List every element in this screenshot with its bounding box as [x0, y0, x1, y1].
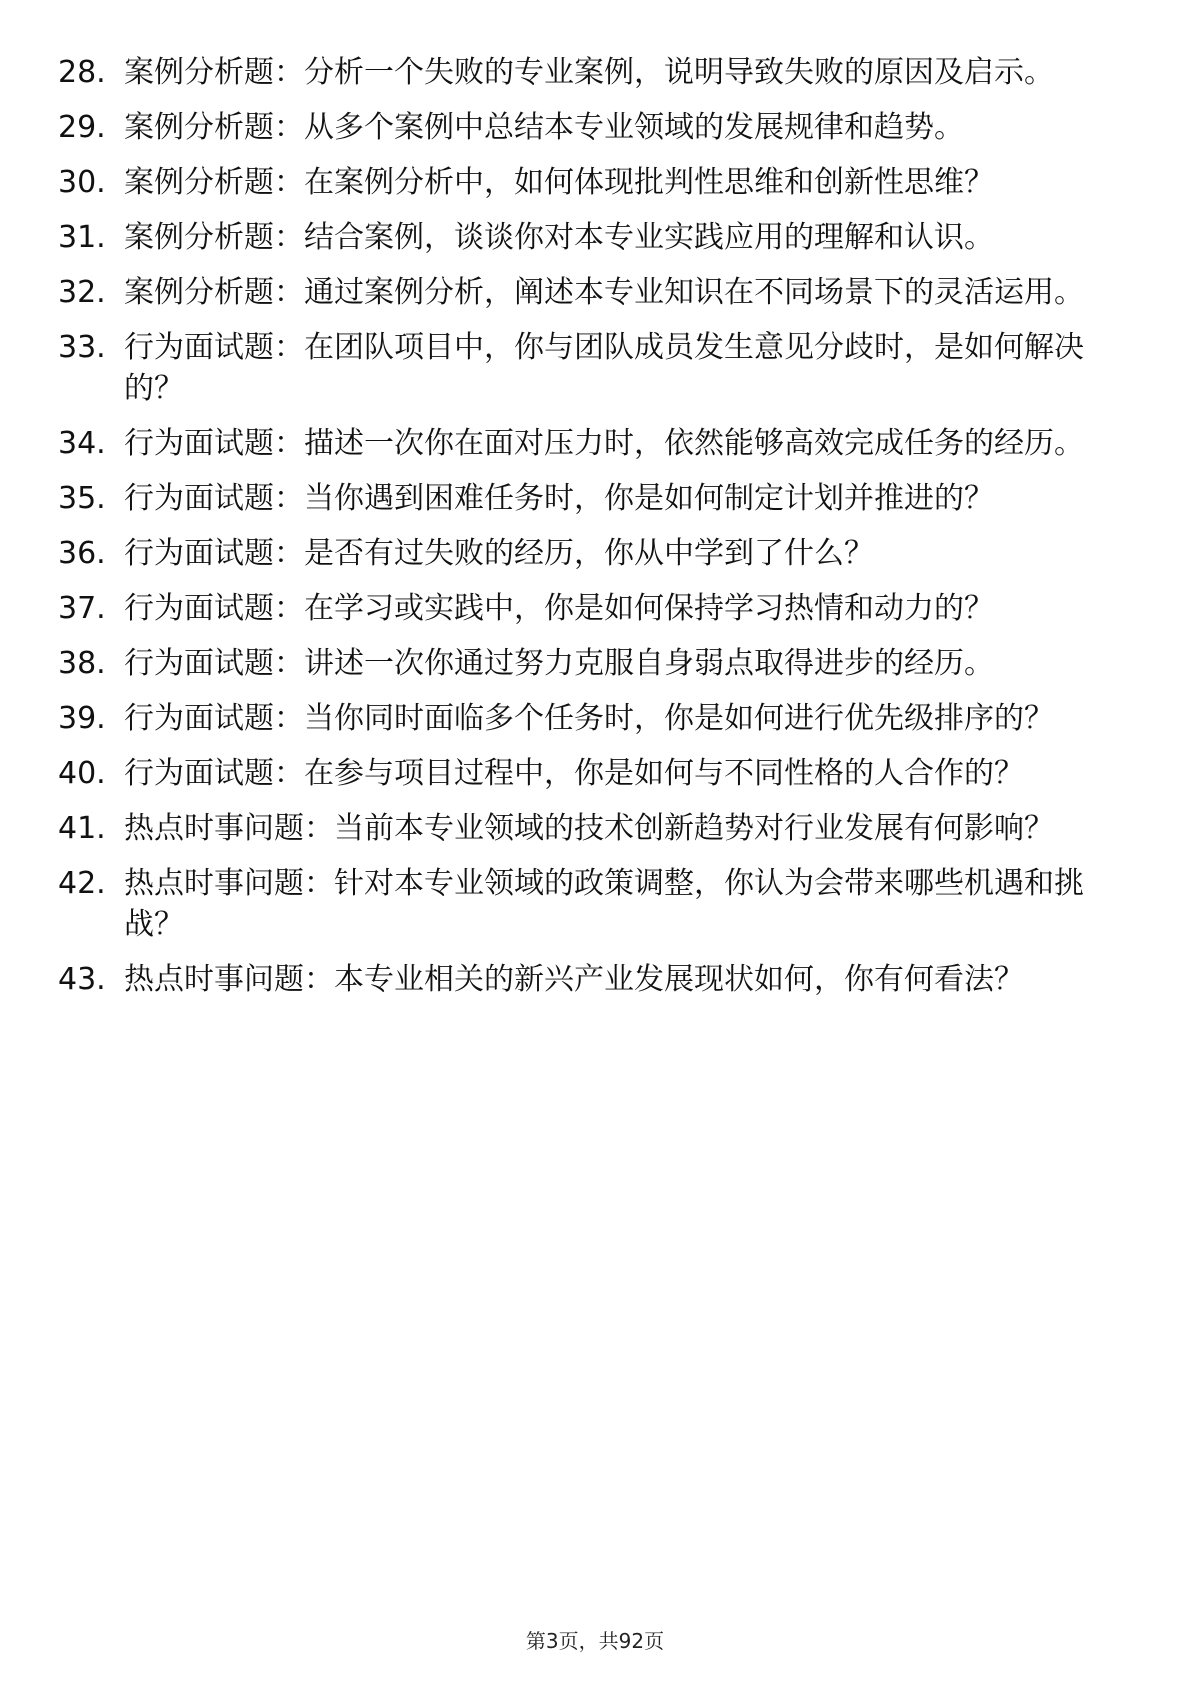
item-text: 行为面试题：是否有过失败的经历，你从中学到了什么？ — [124, 536, 874, 571]
item-text: 行为面试题：讲述一次你通过努力克服自身弱点取得进步的经历。 — [124, 646, 994, 681]
item-number: 28. — [58, 55, 106, 90]
item-text: 案例分析题：分析一个失败的专业案例，说明导致失败的原因及启示。 — [124, 55, 1054, 90]
item-number: 41. — [58, 811, 106, 846]
list-item — [58, 588, 1118, 629]
item-text: 案例分析题：从多个案例中总结本专业领域的发展规律和趋势。 — [124, 110, 964, 145]
item-number: 38. — [58, 646, 106, 681]
item-number: 35. — [58, 481, 106, 516]
list-item — [58, 107, 1118, 148]
item-number: 29. — [58, 110, 106, 145]
item-text: 热点时事问题：当前本专业领域的技术创新趋势对行业发展有何影响？ — [124, 811, 1054, 846]
question-list — [58, 52, 1118, 1014]
item-number: 43. — [58, 962, 106, 997]
list-item — [58, 643, 1118, 684]
item-text: 案例分析题：在案例分析中，如何体现批判性思维和创新性思维？ — [124, 165, 994, 200]
item-number: 33. — [58, 330, 106, 365]
list-item — [58, 423, 1118, 464]
list-item — [58, 863, 1118, 945]
list-item — [58, 533, 1118, 574]
item-number: 36. — [58, 536, 106, 571]
list-item — [58, 959, 1118, 1000]
list-item — [58, 52, 1118, 93]
item-text: 行为面试题：在学习或实践中，你是如何保持学习热情和动力的？ — [124, 591, 994, 626]
item-number: 42. — [58, 866, 106, 901]
item-text: 行为面试题：在参与项目过程中，你是如何与不同性格的人合作的？ — [124, 756, 1024, 791]
item-text: 热点时事问题：本专业相关的新兴产业发展现状如何，你有何看法？ — [124, 962, 1024, 997]
item-number: 34. — [58, 426, 106, 461]
item-text: 行为面试题：当你同时面临多个任务时，你是如何进行优先级排序的？ — [124, 701, 1054, 736]
page-footer: 第3页，共92页 — [525, 1629, 665, 1653]
item-number: 31. — [58, 220, 106, 255]
item-number: 40. — [58, 756, 106, 791]
item-number: 30. — [58, 165, 106, 200]
item-text: 行为面试题：在团队项目中，你与团队成员发生意见分歧时，是如何解决的？ — [124, 330, 1084, 406]
item-number: 39. — [58, 701, 106, 736]
list-item — [58, 478, 1118, 519]
item-text: 案例分析题：结合案例，谈谈你对本专业实践应用的理解和认识。 — [124, 220, 994, 255]
item-number: 37. — [58, 591, 106, 626]
item-text: 行为面试题：描述一次你在面对压力时，依然能够高效完成任务的经历。 — [124, 426, 1084, 461]
item-text: 案例分析题：通过案例分析，阐述本专业知识在不同场景下的灵活运用。 — [124, 275, 1084, 310]
list-item — [58, 162, 1118, 203]
list-item — [58, 698, 1118, 739]
item-number: 32. — [58, 275, 106, 310]
list-item — [58, 272, 1118, 313]
list-item — [58, 753, 1118, 794]
item-text: 热点时事问题：针对本专业领域的政策调整，你认为会带来哪些机遇和挑战？ — [124, 866, 1084, 942]
list-item — [58, 217, 1118, 258]
list-item — [58, 808, 1118, 849]
item-text: 行为面试题：当你遇到困难任务时，你是如何制定计划并推进的？ — [124, 481, 994, 516]
list-item — [58, 327, 1118, 409]
